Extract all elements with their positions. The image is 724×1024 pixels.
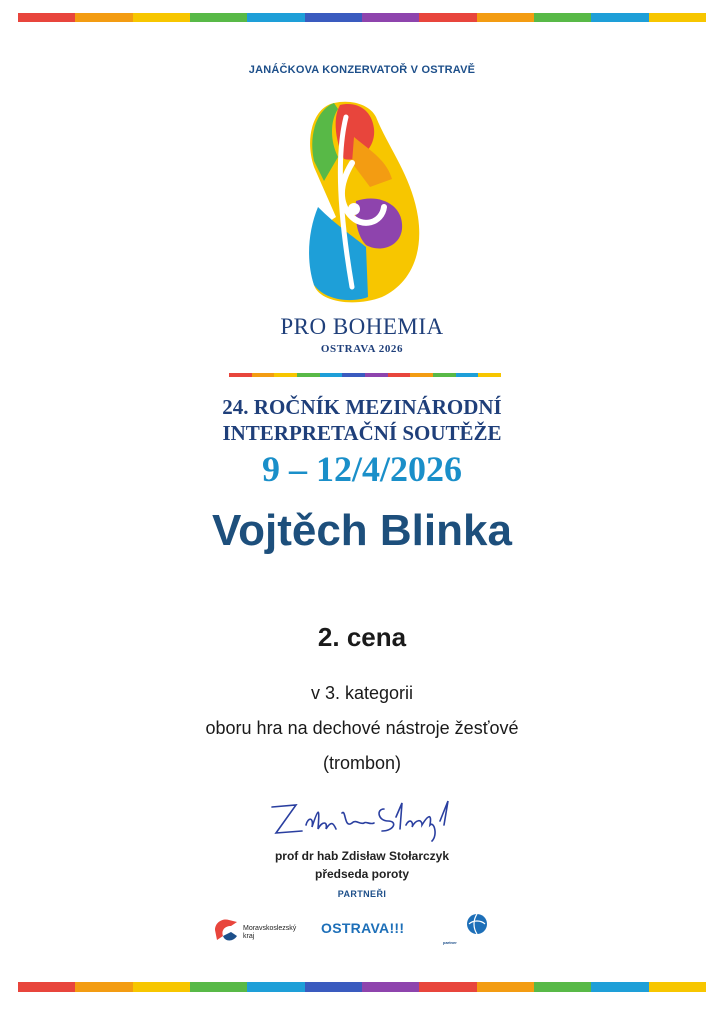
category-line3: (trombon) [322,753,402,773]
partner-logo-globe [431,904,523,950]
stripe-segment [190,982,247,992]
brand-name: PRO BOHEMIA [280,314,444,339]
stripe-segment [591,982,648,992]
globe-partner-logo-icon [465,912,489,936]
stripe-segment [320,373,343,377]
competition-dates: 9 – 12/4/2026 [261,449,462,489]
stripe-segment [456,373,479,377]
stripe-segment [190,13,247,22]
partners-label: PARTNEŘI [337,889,387,899]
stripe-segment [419,982,476,992]
stripe-segment [75,982,132,992]
partner-moravskoslezsky-label: Moravskoslezský kraj [243,925,297,940]
signer-name: prof dr hab Zdisław Stołarczyk [274,849,450,863]
partner-ostrava-label: OSTRAVA!!! [321,920,405,936]
competition-title-line1: 24. ROČNÍK MEZINÁRODNÍ [222,395,502,419]
mini-color-stripe [229,373,501,377]
stripe-segment [18,982,75,992]
prize-title: 2. cena [317,622,407,652]
stripe-segment [342,373,365,377]
stripe-segment [297,373,320,377]
stripe-segment [534,982,591,992]
institution-name: JANÁČKOVA KONZERVATOŘ V OSTRAVĚ [248,64,476,76]
brand-subtitle: OSTRAVA 2026 [320,343,404,355]
stripe-segment [362,13,419,22]
stripe-segment [365,373,388,377]
stripe-segment [419,13,476,22]
partner-logo-moravskoslezsky-kraj [209,904,309,950]
competition-title-line2: INTERPRETAČNÍ SOUTĚŽE [222,421,502,445]
stripe-segment [649,13,706,22]
top-color-stripe [18,13,706,22]
recipient-name: Vojtěch Blinka [212,506,512,555]
stripe-segment [433,373,456,377]
stripe-segment [247,13,304,22]
stripe-segment [362,982,419,992]
handwritten-signature-icon [262,795,462,845]
category-line1: v 3. kategorii [310,683,414,703]
stripe-segment [478,373,501,377]
stripe-segment [477,13,534,22]
stripe-segment [252,373,275,377]
stripe-segment [534,13,591,22]
stripe-segment [410,373,433,377]
bottom-color-stripe [18,982,706,992]
stripe-segment [274,373,297,377]
stripe-segment [229,373,252,377]
stripe-segment [305,13,362,22]
category-line2: oboru hra na dechové nástroje žesťové [205,718,519,738]
moravskoslezsky-kraj-logo-icon [211,914,243,946]
stripe-segment [18,13,75,22]
stripe-segment [133,982,190,992]
stripe-segment [247,982,304,992]
stripe-segment [591,13,648,22]
stripe-segment [649,982,706,992]
signer-role: předseda poroty [314,867,410,881]
stripe-segment [388,373,411,377]
partner-logo-ostrava [315,904,423,950]
stripe-segment [133,13,190,22]
stripe-segment [477,982,534,992]
stripe-segment [75,13,132,22]
partner-globe-label: partner [443,940,457,945]
stripe-segment [305,982,362,992]
treble-clef-logo-icon [296,97,430,307]
